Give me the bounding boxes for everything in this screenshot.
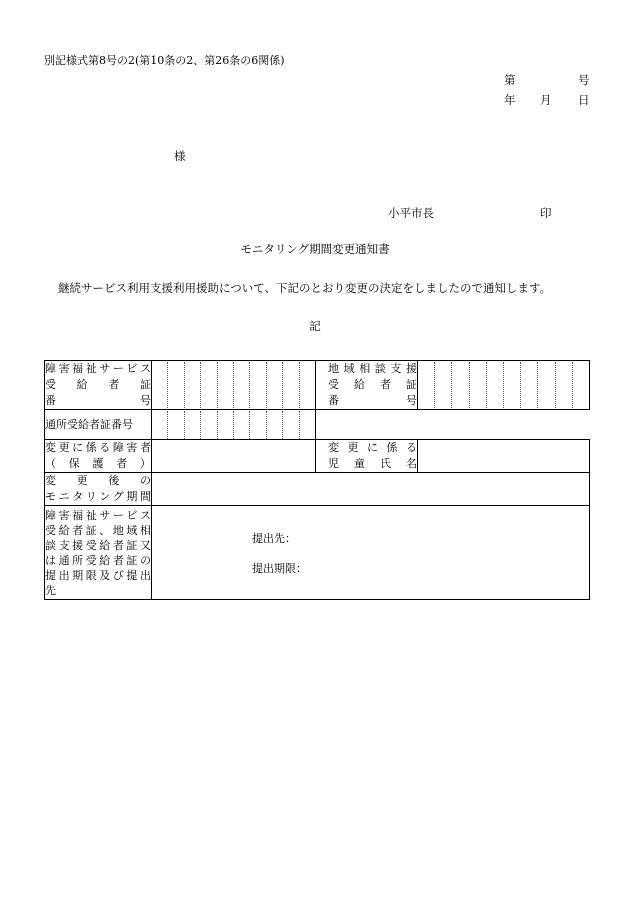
community-cert-number-field[interactable] <box>418 361 590 410</box>
label-line: は通所受給者証の <box>45 553 151 567</box>
monitoring-period-label <box>45 473 152 506</box>
label-line: 変更に係る障害者 <box>45 441 151 454</box>
label-line: 談支援受給者証又 <box>45 538 151 552</box>
child-name-field[interactable] <box>418 440 590 473</box>
label-line: 障害福祉サービス <box>45 362 151 375</box>
monitoring-period-field[interactable] <box>152 473 590 506</box>
label-line: モニタリング期間 <box>45 490 151 503</box>
form-reference: 別記様式第8号の2(第10条の2、第26条の6関係) <box>44 54 285 67</box>
document-body: 継続サービス利用支援利用援助について、下記のとおり変更の決定をしましたので通知します。 <box>58 281 552 295</box>
recipient-honorific: 様 <box>174 149 186 163</box>
label-line: 変更に係る <box>328 441 417 454</box>
label-line: 受給者証、地域相 <box>45 523 151 537</box>
label-line: 番 号 <box>45 394 151 407</box>
day-service-cert-field[interactable] <box>152 410 316 440</box>
label-line: （保護者） <box>45 457 151 470</box>
label-line: 受 給 者 証 <box>45 378 151 391</box>
document-title: モニタリング期間変更通知書 <box>240 242 390 256</box>
date-year: 年 <box>504 93 516 107</box>
date-month: 月 <box>540 93 552 107</box>
community-cert-number-label <box>316 361 418 410</box>
seal-mark: 印 <box>540 206 552 220</box>
row2-blank <box>316 410 590 440</box>
number-suffix: 号 <box>578 73 590 87</box>
sender-name: 小平市長 <box>388 206 434 220</box>
label-line: 児童氏名 <box>328 457 417 470</box>
person-with-disability-field[interactable] <box>152 440 316 473</box>
table-row <box>45 361 590 410</box>
notification-table <box>44 360 590 600</box>
label-line: 先 <box>45 583 56 597</box>
label-line: 番 号 <box>328 394 417 407</box>
day-service-cert-label: 通所受給者証番号 <box>45 410 152 440</box>
welfare-cert-number-label <box>45 361 152 410</box>
label-line: 変 更 後 の <box>45 474 151 487</box>
table-row <box>45 506 590 600</box>
date-day: 日 <box>578 93 590 107</box>
label-line: 受 給 者 証 <box>328 378 417 391</box>
submission-deadline-field[interactable] <box>152 506 590 600</box>
number-prefix: 第 <box>504 73 516 87</box>
table-row <box>45 410 590 440</box>
table-row <box>45 473 590 506</box>
person-with-disability-label <box>45 440 152 473</box>
welfare-cert-number-field[interactable] <box>152 361 316 410</box>
label-line: 提出期限及び提出 <box>45 568 151 582</box>
destination-label: 提出先： <box>252 532 296 545</box>
table-row <box>45 440 590 473</box>
child-name-label <box>316 440 418 473</box>
label-line: 障害福祉サービス <box>45 508 151 522</box>
ki-heading: 記 <box>309 319 321 333</box>
label-line: 地域相談支援 <box>328 362 417 375</box>
submission-deadline-label <box>45 506 152 600</box>
deadline-label: 提出期限： <box>252 562 307 575</box>
